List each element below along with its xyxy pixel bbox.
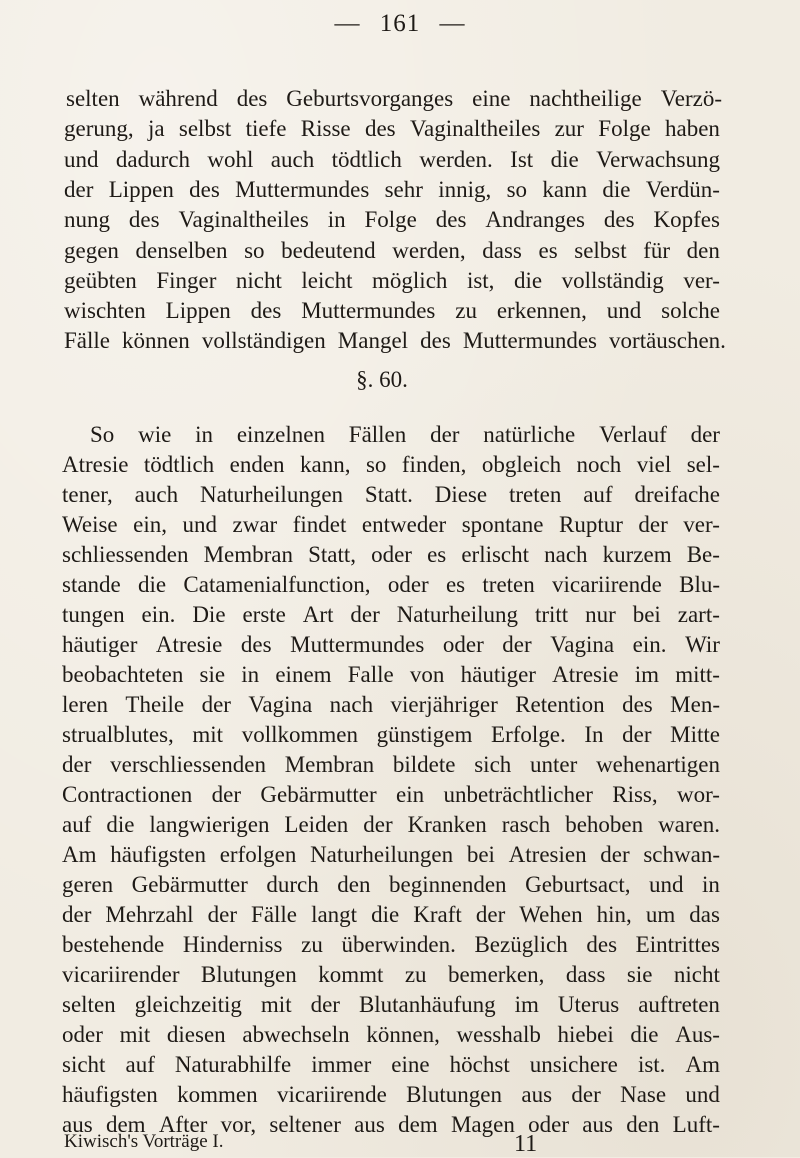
text-line: geren Gebärmutter durch den beginnenden Geburtsact, und in [62, 872, 720, 897]
text-line: gegen denselben so bedeutend werden, dass es selbst für den [64, 237, 720, 263]
signature-mark: Kiwisch's Vorträge I. [64, 1131, 224, 1152]
text-line: stande die Catamenialfunction, oder es treten vicariirende Blu- [62, 572, 720, 597]
header-dash-left: — [334, 10, 361, 37]
text-line: selten gleichzeitig mit der Blutanhäufung im Uterus auftreten [62, 992, 720, 1017]
text-line: geübten Finger nicht leicht möglich ist, die vollständig ver- [64, 267, 720, 293]
text-line: Atresie tödtlich enden kann, so finden, obgleich noch viel sel- [62, 452, 720, 477]
text-line: Am häufigsten erfolgen Naturheilungen bei Atresien der schwan- [62, 842, 720, 867]
text-line: nung des Vaginaltheiles in Folge des Andranges des Kopfes [64, 207, 720, 233]
text-line: der verschliessenden Membran bildete sich unter wehenartigen [62, 752, 720, 777]
text-line: strualblutes, mit vollkommen günstigem Erfolge. In der Mitte [62, 722, 720, 747]
text-line: tungen ein. Die erste Art der Naturheilung tritt nur bei zart- [62, 602, 720, 627]
text-line: der Mehrzahl der Fälle langt die Kraft der Wehen hin, um das [62, 902, 720, 927]
text-line: vicariirender Blutungen kommt zu bemerken, dass sie nicht [62, 962, 720, 987]
text-line: häufigsten kommen vicariirende Blutungen aus der Nase und [62, 1082, 720, 1107]
page-header [0, 10, 800, 38]
text-line: schliessenden Membran Statt, oder es erlischt nach kurzem Be- [62, 542, 720, 567]
text-line: So wie in einzelnen Fällen der natürliche Verlauf der [90, 422, 720, 447]
text-line: Contractionen der Gebärmutter ein unbeträchtlicher Riss, wor- [62, 782, 720, 807]
text-line: sicht auf Naturabhilfe immer eine höchst unsichere ist. Am [62, 1052, 720, 1077]
header-dash-right: — [439, 10, 466, 37]
text-line: häutiger Atresie des Muttermundes oder der Vagina ein. Wir [62, 632, 720, 657]
text-line: Weise ein, und zwar findet entweder spontane Ruptur der ver- [62, 512, 720, 537]
text-line: selten während des Geburtsvorganges eine nachtheilige Verzö- [66, 86, 722, 111]
section-heading: §. 60. [356, 367, 408, 392]
text-line: leren Theile der Vagina nach vierjähriger Retention des Men- [62, 692, 720, 717]
sheet-number: 11 [514, 1131, 538, 1157]
text-line: Fälle können vollständigen Mangel des Muttermundes vortäuschen. [64, 328, 726, 354]
page-number: 161 [379, 10, 421, 37]
text-line: auf die langwierigen Leiden der Kranken rasch behoben waren. [62, 812, 720, 837]
text-line: beobachteten sie in einem Falle von häutiger Atresie im mitt- [62, 662, 720, 687]
text-line: tener, auch Naturheilungen Statt. Diese treten auf dreifache [62, 482, 720, 507]
text-line: der Lippen des Muttermundes sehr innig, so kann die Verdün- [64, 176, 720, 202]
text-line: bestehende Hinderniss zu überwinden. Bezüglich des Eintrittes [62, 932, 720, 957]
text-line: gerung, ja selbst tiefe Risse des Vaginaltheiles zur Folge haben [64, 116, 720, 142]
text-line: wischten Lippen des Muttermundes zu erkennen, und solche [64, 298, 720, 324]
text-line: aus dem After vor, seltener aus dem Magen oder aus den Luft- [62, 1112, 720, 1137]
text-line: und dadurch wohl auch tödtlich werden. Ist die Verwachsung [64, 146, 720, 172]
text-line: oder mit diesen abwechseln können, wesshalb hiebei die Aus- [62, 1022, 720, 1047]
